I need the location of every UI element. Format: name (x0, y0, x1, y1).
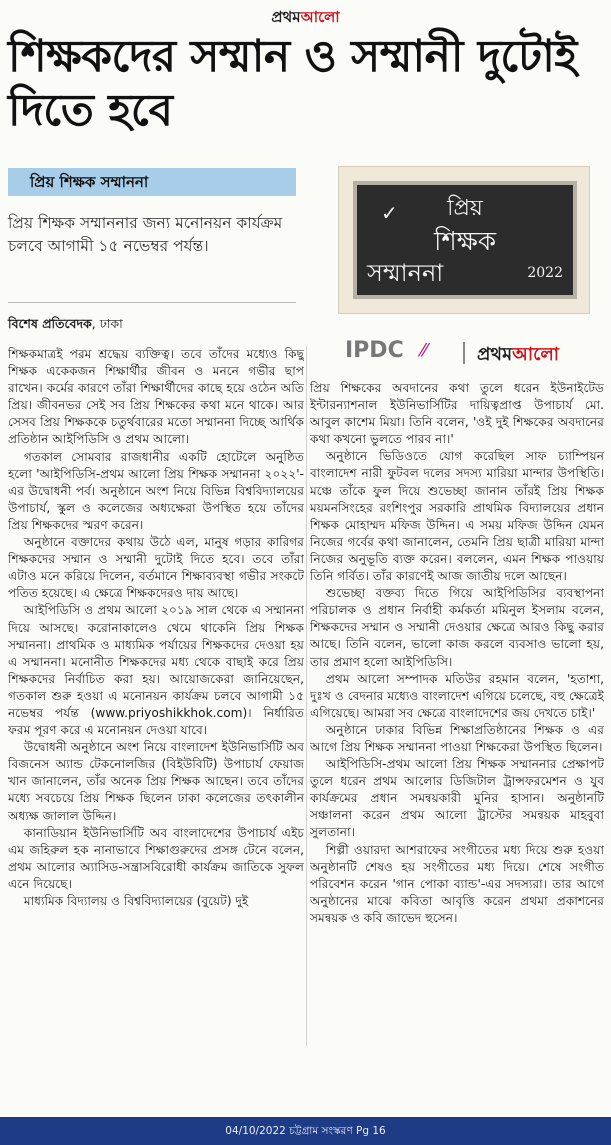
ipdc-swoosh-icon: ⁄⁄ (421, 340, 428, 361)
board-line-1: প্রিয় (447, 196, 483, 221)
board-line-3: সম্মাননা (367, 259, 444, 287)
byline-reporter: বিশেষ প্রতিবেদক (8, 316, 92, 331)
column-divider (306, 346, 307, 1046)
paragraph: শিক্ষকমাত্রই পরম শ্রদ্ধেয় ব্যক্তিত্ব। তবে তাঁদের মধ্যেও কিছু শিক্ষক একেকজন শিক্ষার্থীর জীবন ও মননে গভীর ছাপ রাখেন। কর্মের কারণে তাঁরা শিক্ষার্থীদের কাছে হয়ে ওঠেন অতি প্রিয়। জীবনভর সেই সব প্রিয় শিক্ষকের কথা মনে থাকে। আর সেসব প্রিয় শিক্ষককে চতুর্থবারের মতো সম্মাননা দিচ্ছে আর্থিক প্রতিষ্ঠান আইপিডিসি ও প্রথম আলো। (8, 347, 304, 447)
paragraph: অনুষ্ঠানে বক্তাদের কথায় উঠে এল, মানুষ গড়ার কারিগর শিক্ষকদের সম্মান ও সম্মানী দুটোই দিতে হবে। তবে তাঁরা এটাও মনে করিয়ে দিলেন, বর্তমানে শিক্ষাব্যবস্থা গভীর সংকটে পতিত হয়েছে। এ ক্ষেত্রে শিক্ষকদেরও দায় আছে। (8, 535, 304, 601)
byline-divider (8, 302, 296, 303)
paragraph: প্রিয় শিক্ষকের অবদানের কথা তুলে ধরেন ইউনাইটেড ইন্টারন্যাশনাল ইউনিভার্সিটির দায়িত্বপ্রাপ্ত উপাচার্য মো. আবুল কাশেম মিয়া। তিনি বলেন, 'ওই দুই শিক্ষকের অবদানের কথা কখনো ভুলতে পারব না।' (310, 381, 604, 447)
headline: শিক্ষকদের সম্মান ও সম্মানী দুটোই দিতে হবে (8, 31, 577, 136)
ipdc-logo: IPDC (345, 338, 404, 363)
paragraph: অনুষ্ঠানে ভিডিওতে যোগ করেছিল সাফ চ্যাম্পিয়ন বাংলাদেশ নারী ফুটবল দলের সদস্য মারিয়া মান্দার উপস্থিতি। মঞ্চে তাঁকে ফুল দিয়ে শুভেচ্ছা জানান তাঁরই প্রিয় শিক্ষক ময়মনসিংহের রংশিংপুর সরকারি প্রাথমিক বিদ্যালয়ের প্রধান শিক্ষক মোহাম্মদ মফিজ উদ্দিন। এ সময় মফিজ উদ্দিন যেমন নিজের গর্বের কথা জানালেন, তেমনি প্রিয় ছাত্রী মারিয়া মান্দা নিজের অনুভূতি ব্যক্ত করেন। বললেন, এমন শিক্ষক পাওয়ায় তিনি গর্বিত। তাঁর কারণেই আজ জাতীয় দলে আছেন। (310, 449, 604, 584)
paragraph: আইপিডিসি ও প্রথম আলো ২০১৯ সাল থেকে এ সম্মাননা দিয়ে আসছে। করোনাকালেও থেমে থাকেনি প্রিয় শিক্ষক সম্মাননা। প্রাথমিক ও মাধ্যমিক পর্যায়ের শিক্ষকদের দেওয়া হয় এ সম্মাননা। মনোনীত শিক্ষকদের মধ্য থেকে বাছাই করে প্রিয় শিক্ষকদের নির্বাচিত করা হয়। আয়োজকেরা জানিয়েছেন, গতকাল শুরু হওয়া এ মনোনয়ন কার্যক্রম চলবে আগামী ১৫ নভেম্বর পর্যন্ত (www.priyoshikkhok.com)। নির্ধারিত ফরম পূরণ করে এ মনোনয়ন দেওয়া যাবে। (8, 603, 304, 738)
paragraph: আইপিডিসি-প্রথম আলো প্রিয় শিক্ষক সম্মাননার প্রেক্ষাপট তুলে ধরেন প্রথম আলোর ডিজিটাল ট্রান্সফরমেশন ও যুব কার্যক্রমের প্রধান সমন্বয়কারী মুনির হাসান। অনুষ্ঠানটি সঞ্চালনা করেন প্রথম আলো ট্রাস্টের সমন্বয়ক মাহবুবা সুলতানা। (310, 757, 604, 840)
byline (8, 316, 123, 336)
sponsor-logos (345, 336, 605, 370)
chalkboard-illustration (338, 166, 590, 314)
masthead-name-a: প্রথম (271, 8, 301, 26)
board-line-2: শিক্ষক (433, 227, 497, 257)
paragraph: শিল্পী ওয়ারদা আশরাফের সংগীতের মধ্য দিয়ে শুরু হওয়া অনুষ্ঠানটি শেষও হয় সংগীতের মধ্য দিয়ে। শেষে সংগীত পরিবেশন করেন 'গান পোকা ব্যান্ড'-এর সদস্যরা। তার আগে অনুষ্ঠানের মাঝে কবিতা আবৃত্তি করেন প্রথমা প্রকাশনের সমন্বয়ক ও কবি জাভেদ হুসেন। (310, 842, 604, 925)
logo-separator (463, 342, 465, 364)
byline-place: , ঢাকা (91, 316, 123, 331)
masthead-name-b: আলো (300, 8, 340, 26)
chalk-check-icon: ✓ (381, 201, 398, 225)
paragraph: গতকাল সোমবার রাজধানীর একটি হোটেলে অনুষ্ঠিত হলো 'আইপিডিসি-প্রথম আলো প্রিয় শিক্ষক সম্মাননা ২০২২'-এর উদ্বোধনী পর্ব। অনুষ্ঠানে অংশ নিয়ে বিভিন্ন বিশ্ববিদ্যালয়ের উপাচার্য, স্কুল ও কলেজের অধ্যক্ষেরা উপস্থিত হয়ে তাঁদের প্রিয় শিক্ষকদের স্মরণ করেন। (8, 449, 304, 532)
kicker-banner: প্রিয় শিক্ষক সম্মাননা (8, 168, 296, 196)
footer-bar (0, 1117, 611, 1145)
paragraph: প্রথম আলো সম্পাদক মতিউর রহমান বলেন, 'হতাশা, দুঃখ ও বেদনার মধ্যেও বাংলাদেশ এগিয়ে চলেছে, বহু ক্ষেত্রেই এগিয়েছে। আমরা সব ক্ষেত্রে বাংলাদেশের জয় দেখতে চাই।' (310, 671, 604, 720)
chalkboard (353, 181, 577, 299)
article-column-left (8, 346, 304, 1052)
prothom-alo-logo (477, 340, 559, 371)
paragraph: অনুষ্ঠানে ঢাকার বিভিন্ন শিক্ষাপ্রতিষ্ঠানের শিক্ষক ও এর আগে প্রিয় শিক্ষক সম্মাননা পাওয়া শিক্ষকেরা উপস্থিত ছিলেন। (310, 722, 604, 754)
masthead-logo (0, 6, 611, 31)
prothom-alo-logo-a: প্রথম (477, 344, 513, 365)
board-year: 2022 (527, 265, 563, 281)
footer-edition-info: 04/10/2022 চট্টগ্রাম সংস্করণ Pg 16 (225, 1125, 386, 1137)
paragraph: শুভেচ্ছা বক্তব্য দিতে গিয়ে আইপিডিসির ব্যবস্থাপনা পরিচালক ও প্রধান নির্বাহী কর্মকর্তা মমিনুল ইসলাম বলেন, শিক্ষকদের সম্মান ও সম্মানী দেওয়ার ক্ষেত্রে আরও কিছু করার আছে। তিনি বলেন, ভালো কাজ করলে ব্যবসাও ভালো হয়, তার প্রমাণ হলো আইপিডিসি। (310, 586, 604, 669)
deck-summary: প্রিয় শিক্ষক সম্মাননার জন্য মনোনয়ন কার্যক্রম চলবে আগামী ১৫ নভেম্বর পর্যন্ত। (8, 214, 283, 255)
paragraph: মাধ্যমিক বিদ্যালয় ও বিশ্ববিদ্যালয়ের (বুয়েট) দুই (23, 894, 249, 908)
paragraph: উদ্বোধনী অনুষ্ঠানে অংশ নিয়ে বাংলাদেশ ইউনিভার্সিটি অব বিজনেস অ্যান্ড টেকনোলজির (বিইউবিটি) উপাচার্য ফেয়াজ খান জানালেন, তাঁর অনেক প্রিয় শিক্ষক আছেন। তবে তাঁদের মধ্যে সবচেয়ে প্রিয় শিক্ষক ছিলেন ঢাকা কলেজের তৎকালীন অধ্যক্ষ জালাল উদ্দিন। (8, 740, 304, 823)
article-column-right (310, 380, 604, 1048)
prothom-alo-logo-b: আলো (512, 344, 559, 365)
paragraph: কানাডিয়ান ইউনিভার্সিটি অব বাংলাদেশের উপাচার্য এইচ এম জহিরুল হক নানাভাবে শিক্ষাগুরুদের প্রসঙ্গ টেনে বলেন, প্রথম আলোর অ্যাসিড-সন্ত্রাসবিরোধী কার্যক্রম জাতিকে সুফল এনে দিয়েছে। (8, 825, 304, 891)
